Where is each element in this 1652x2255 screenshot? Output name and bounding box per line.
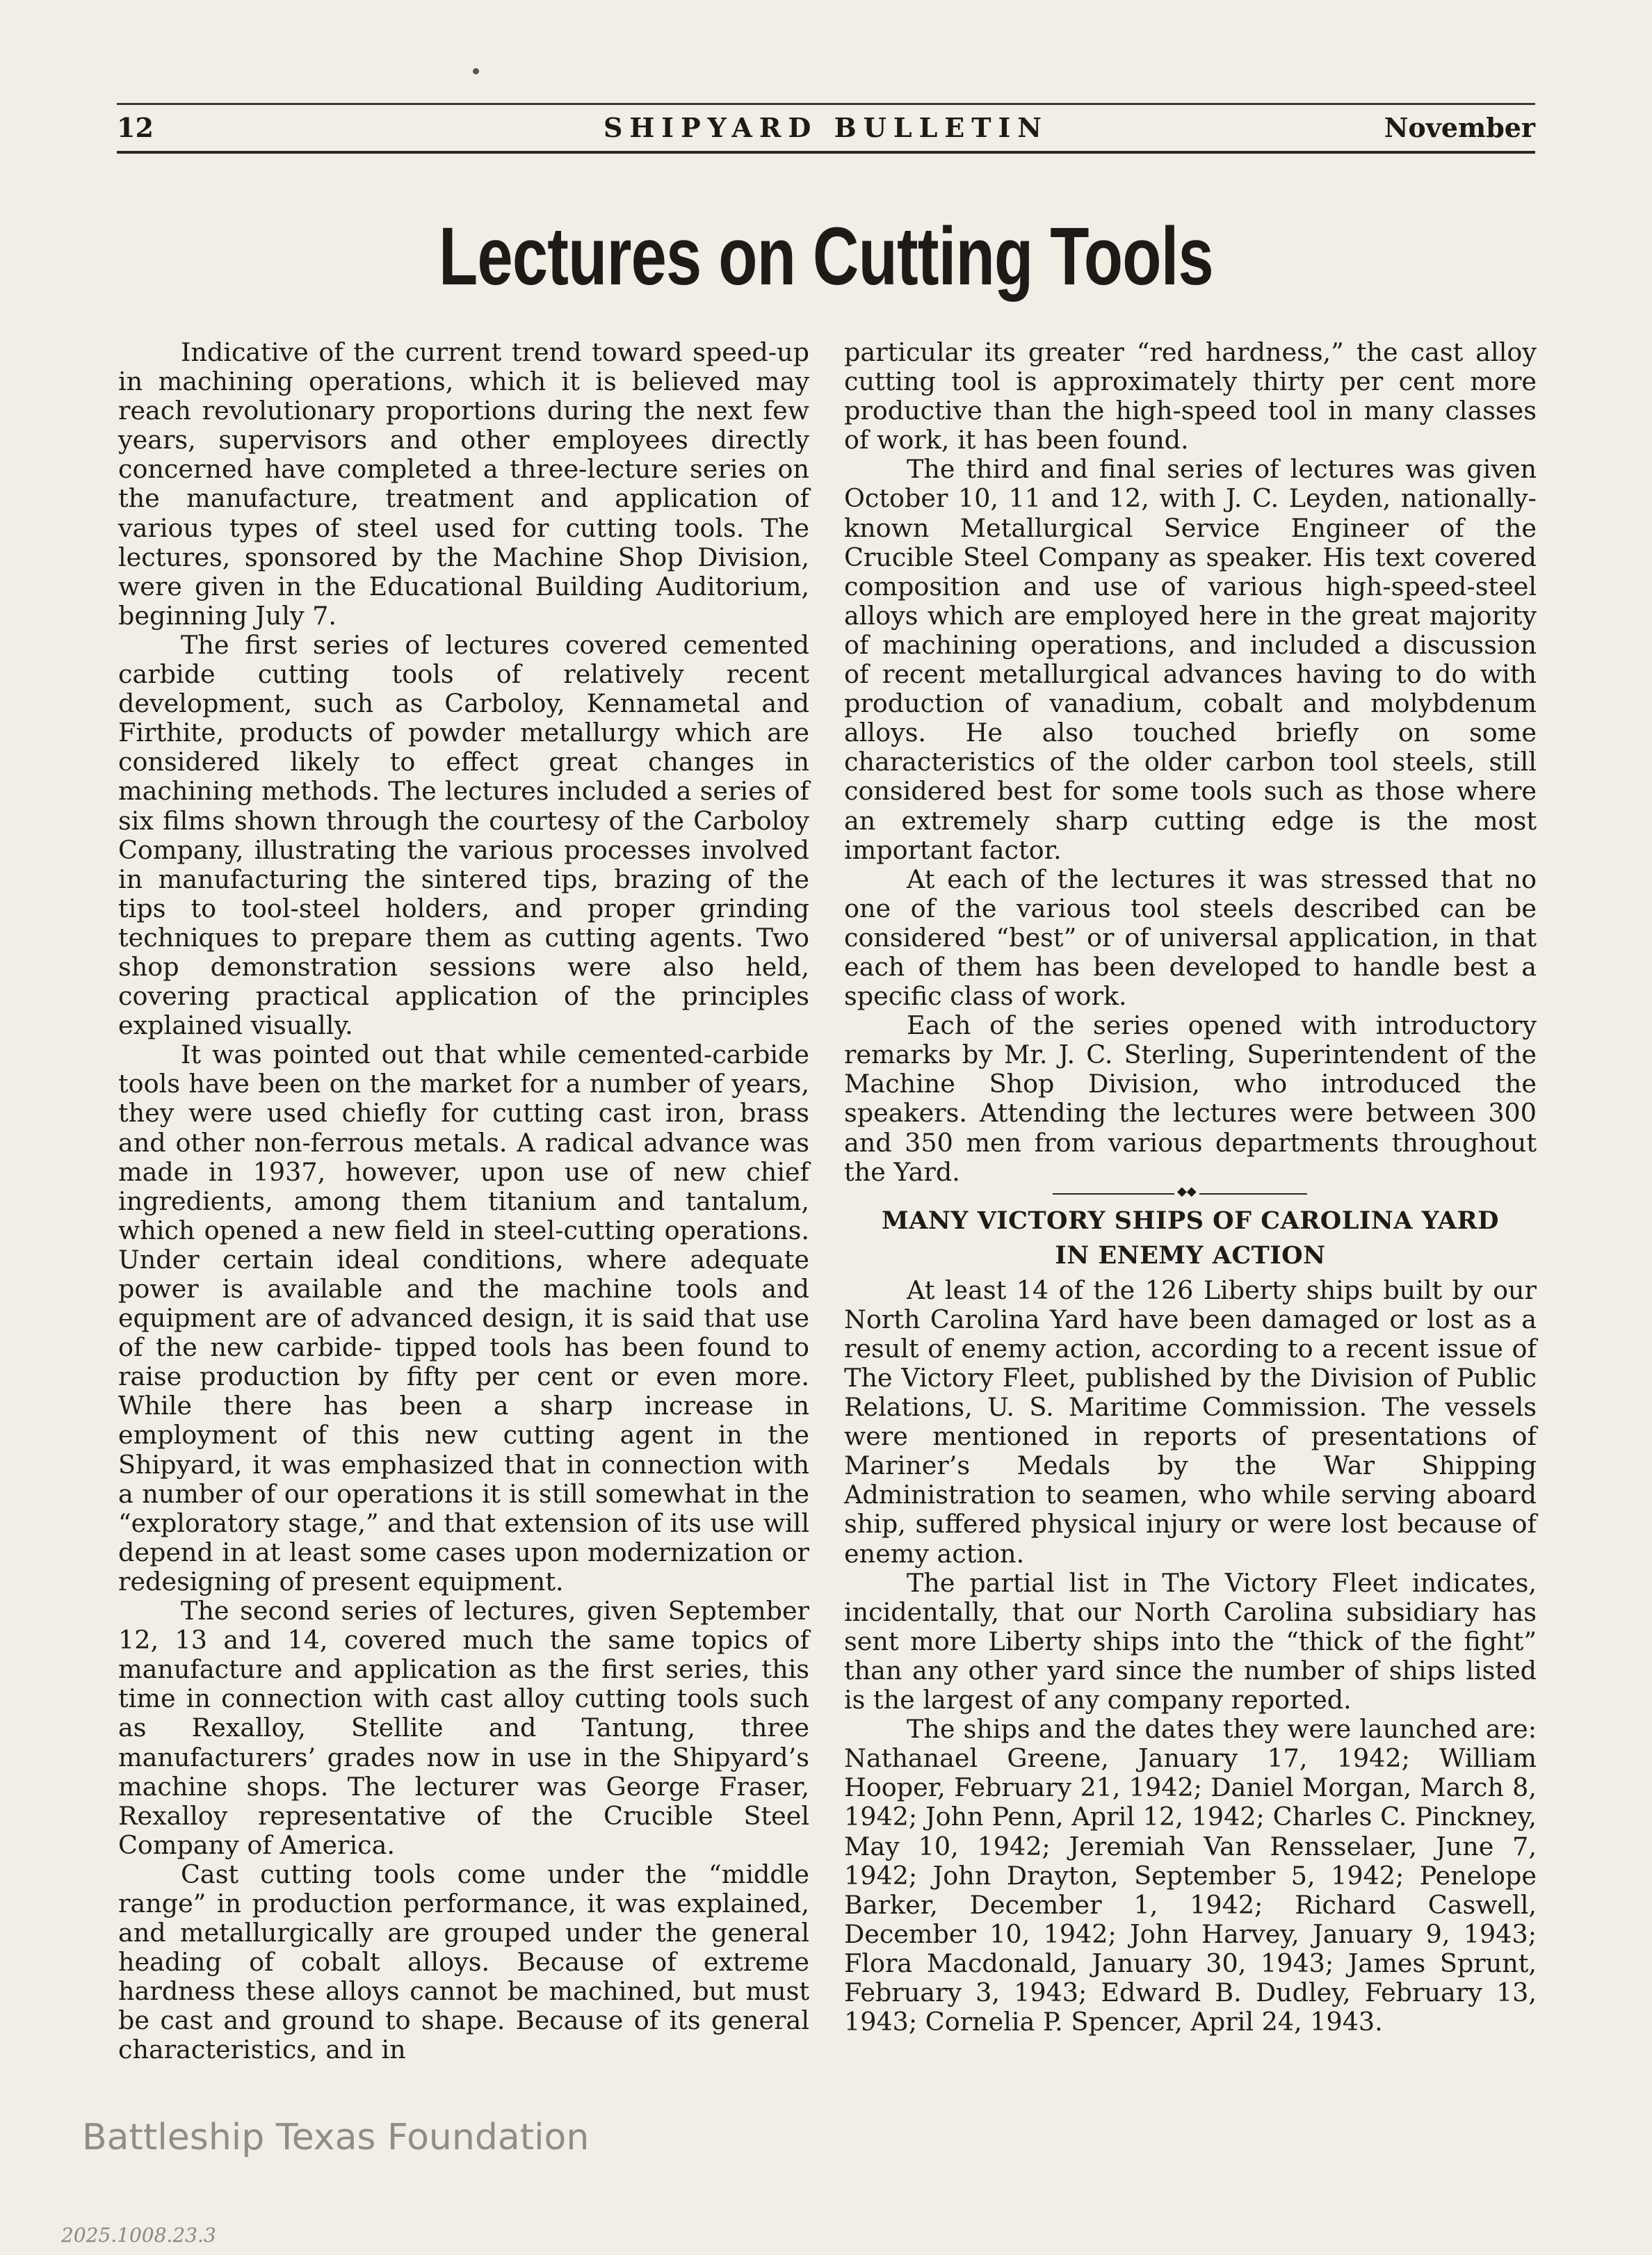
section-separator bbox=[844, 1183, 1537, 1199]
article-paragraph: The third and final series of lectures was given October 10, 11 and 12, with J. C. Leyden, nationally-known Metallurgical Service Engineer of the Crucible Steel Company as speaker. His text covered composition and use of various high-speed-steel alloys which are employed here in the great majority of machining operations, and included a discussion of recent metallurgical advances having to do with production of vanadium, cobalt and molybdenum alloys. He also touched briefly on some characteristics of the older carbon tool steels, still considered best for some tools such as those where an extremely sharp cutting edge is the most important factor. bbox=[844, 454, 1537, 865]
right-column bbox=[844, 338, 1537, 2037]
ink-speck bbox=[473, 68, 479, 74]
article-paragraph: At each of the lectures it was stressed that no one of the various tool steels described can be considered “best” or of universal application, in that each of them has been developed to handle best a specific class of work. bbox=[844, 864, 1537, 1012]
separator-diamonds: ◆◆ bbox=[1174, 1186, 1199, 1198]
left-column bbox=[118, 338, 809, 2065]
news-headline bbox=[844, 1204, 1537, 1273]
article-paragraph: The first series of lectures covered cemented carbide cutting tools of relatively recent development, such as Carboloy, Kennametal and Firthite, products of powder metallurgy which are considered likely to effect great changes in machining methods. The lectures included a series of six films shown through the courtesy of the Carboloy Company, illustrating the various processes involved in manufacturing the sintered tips, brazing of the tips to tool-steel holders, and proper grinding techniques to prepare them as cutting agents. Two shop demonstration sessions were also held, covering practical application of the principles explained visually. bbox=[118, 629, 809, 1041]
news-paragraph: The ships and the dates they were launched are: Nathanael Greene, January 17, 1942; William Hooper, February 21, 1942; Daniel Morgan, March 8, 1942; John Penn, April 12, 1942; Charles C. Pinckney, May 10, 1942; Jeremiah Van Rensselaer, June 7, 1942; John Drayton, September 5, 1942; Penelope Barker, December 1, 1942; Richard Caswell, December 10, 1942; John Harvey, January 9, 1943; Flora Macdonald, January 30, 1943; James Sprunt, February 3, 1943; Edward B. Dudley, February 13, 1943; Cornelia P. Spencer, April 24, 1943. bbox=[844, 1714, 1537, 2037]
news-paragraph: At least 14 of the 126 Liberty ships built by our North Carolina Yard have been damaged or lost as a result of enemy action, according to a recent issue of The Victory Fleet, published by the Division of Public Relations, U. S. Maritime Commission. The vessels were mentioned in reports of presentations of Mariner’s Medals by the War Shipping Administration to seamen, who while serving aboard ship, suffered physical injury or were lost because of enemy action. bbox=[844, 1275, 1537, 1569]
publication-title: SHIPYARD BULLETIN bbox=[603, 112, 1049, 143]
article-paragraph: Indicative of the current trend toward speed-up in machining operations, which it is believed may reach revolutionary proportions during the next few years, supervisors and other employees directly concerned have completed a three-lecture series on the manufacture, treatment and application of various types of steel used for cutting tools. The lectures, sponsored by the Machine Shop Division, were given in the Educational Building Auditorium, beginning July 7. bbox=[118, 337, 809, 631]
article-title: Lectures on Cutting Tools bbox=[439, 211, 1213, 302]
article-paragraph: The second series of lectures, given September 12, 13 and 14, covered much the same topics of manufacture and application as the first series, this time in connection with cast alloy cutting tools such as Rexalloy, Stellite and Tantung, three manufacturers’ grades now in use in the Shipyard’s machine shops. The lecturer was George Fraser, Rexalloy representative of the Crucible Steel Company of America. bbox=[118, 1596, 809, 1860]
catalog-number: 2025.1008.23.3 bbox=[61, 2224, 216, 2247]
watermark: Battleship Texas Foundation bbox=[82, 2117, 590, 2158]
page-header bbox=[117, 103, 1535, 154]
news-headline-line1: MANY VICTORY SHIPS OF CAROLINA YARD bbox=[882, 1206, 1499, 1235]
news-paragraph: The partial list in The Victory Fleet indicates, incidentally, that our North Carolina subsidiary has sent more Liberty ships into the “thick of the fight” than any other yard since the number of ships listed is the largest of any company reported. bbox=[844, 1567, 1537, 1715]
article-paragraph: It was pointed out that while cemented-carbide tools have been on the market for a number of years, they were used chiefly for cutting cast iron, brass and other non-ferrous metals. A radical advance was made in 1937, however, upon use of new chief ingredients, among them titanium and tantalum, which opened a new field in steel-cutting operations. Under certain ideal conditions, where adequate power is available and the machine tools and equipment are of advanced design, it is said that use of the new carbide- tipped tools has been found to raise production by fifty per cent or even more. While there has been a sharp increase in employment of this new cutting agent in the Shipyard, it was emphasized that in connection with a number of our operations it is still somewhat in the “exploratory stage,” and that extension of its use will depend in at least some cases upon modernization or redesigning of present equipment. bbox=[118, 1040, 809, 1597]
page-number: 12 bbox=[117, 112, 154, 143]
article-paragraph: Each of the series opened with introductory remarks by Mr. J. C. Sterling, Superintendent of the Machine Shop Division, who introduced the speakers. Attending the lectures were between 300 and 350 men from various departments throughout the Yard. bbox=[844, 1010, 1537, 1187]
issue-month: November bbox=[1384, 112, 1535, 143]
article-paragraph-continued: particular its greater “red hardness,” the cast alloy cutting tool is approximately thirty per cent more productive than the high-speed tool in many classes of work, it has been found. bbox=[844, 337, 1537, 455]
news-headline-line2: IN ENEMY ACTION bbox=[1055, 1240, 1326, 1270]
article-paragraph: Cast cutting tools come under the “middle range” in production performance, it was explained, and metallurgically are grouped under the general heading of cobalt alloys. Because of extreme hardness these alloys cannot be machined, but must be cast and ground to shape. Because of its general characteristics, and in bbox=[118, 1859, 809, 2065]
